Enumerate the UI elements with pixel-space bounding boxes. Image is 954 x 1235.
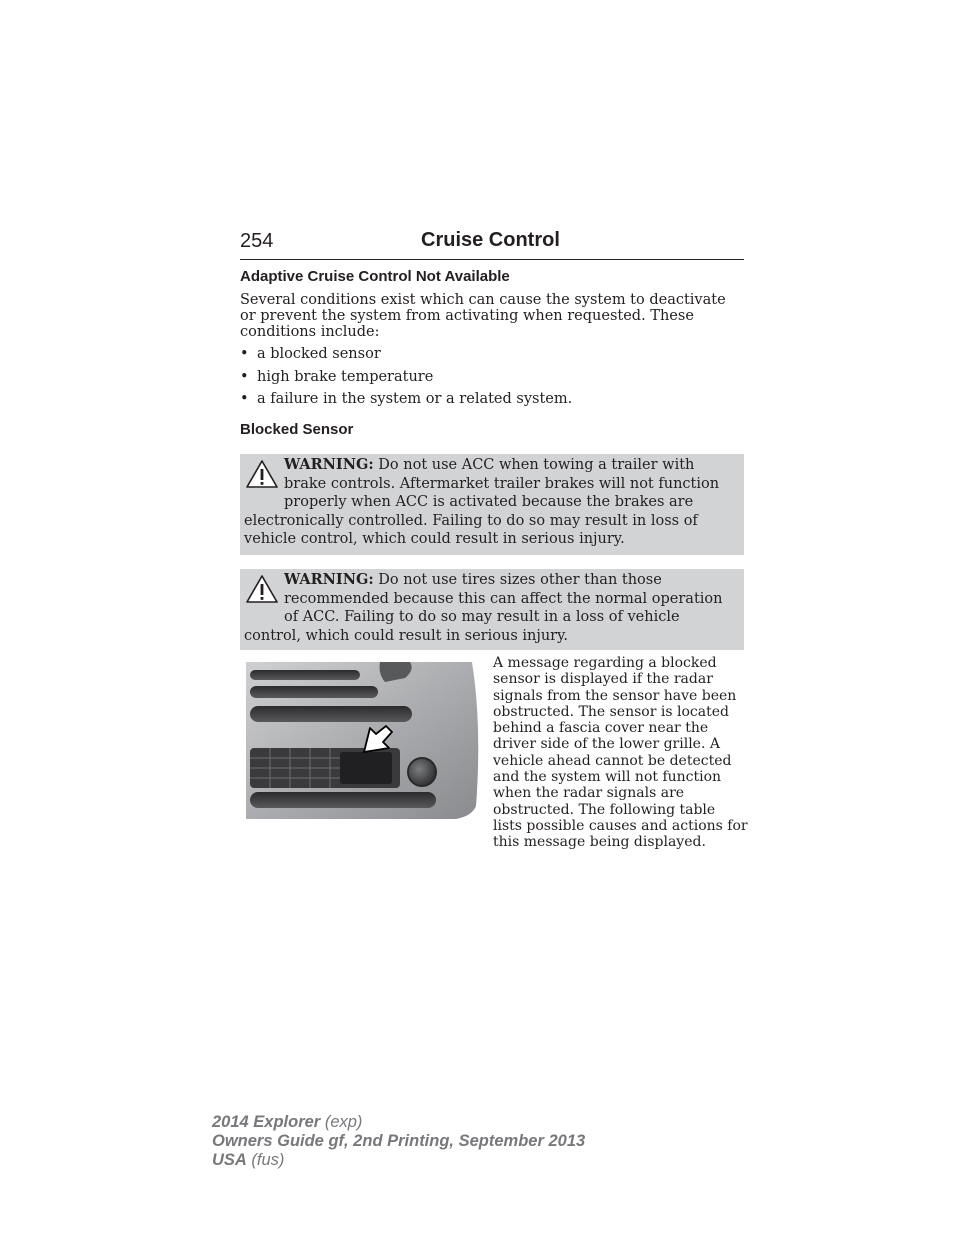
list-item: • a failure in the system or a related system. <box>240 391 573 407</box>
list-item: • high brake temperature <box>240 368 434 385</box>
page-number: 254 <box>240 230 274 252</box>
warning-triangle-icon <box>244 574 284 610</box>
section-heading-blocked-sensor: Blocked Sensor <box>240 421 354 438</box>
warning-triangle-icon <box>244 459 284 495</box>
blocked-sensor-description: A message regarding a blocked sensor is displayed if the radar signals from the sensor have been obstructed. The sensor is located behind a fascia cover near the driver side of the lower grille. A vehicle ahead cannot be detected and the system will not function when the radar signals are obstructed. The following table lists possible causes and actions for this message being displayed. <box>493 655 748 851</box>
warning-text: Do not use tires sizes other than those recommended because this can affect the normal operation of ACC. Failing to do so may result in a loss of vehicle control, which could result in serious injury. <box>244 572 723 644</box>
chapter-title: Cruise Control <box>421 229 560 251</box>
warning-label: WARNING: <box>284 456 374 473</box>
conditions-list <box>240 346 572 414</box>
page-footer: 2014 Explorer (exp) Owners Guide gf, 2nd Printing, September 2013 USA (fus) <box>212 1113 586 1169</box>
warning-text: Do not use ACC when towing a trailer with brake controls. Aftermarket trailer brakes will not function properly when ACC is activated because the brakes are electronically controlled. Failing to do so may result in loss of vehicle control, which could result in serious injury. <box>244 457 720 548</box>
section-heading-acc-not-available: Adaptive Cruise Control Not Available <box>240 268 510 285</box>
intro-paragraph: Several conditions exist which can cause the system to deactivate or prevent the system from activating when requested. These conditions include: <box>240 292 726 341</box>
warning-box-trailer <box>240 454 744 555</box>
page-header <box>240 228 744 260</box>
list-item: • a blocked sensor <box>240 346 381 362</box>
warning-box-tires <box>240 569 744 650</box>
warning-label: WARNING: <box>284 571 374 588</box>
sensor-location-illustration <box>240 656 484 822</box>
